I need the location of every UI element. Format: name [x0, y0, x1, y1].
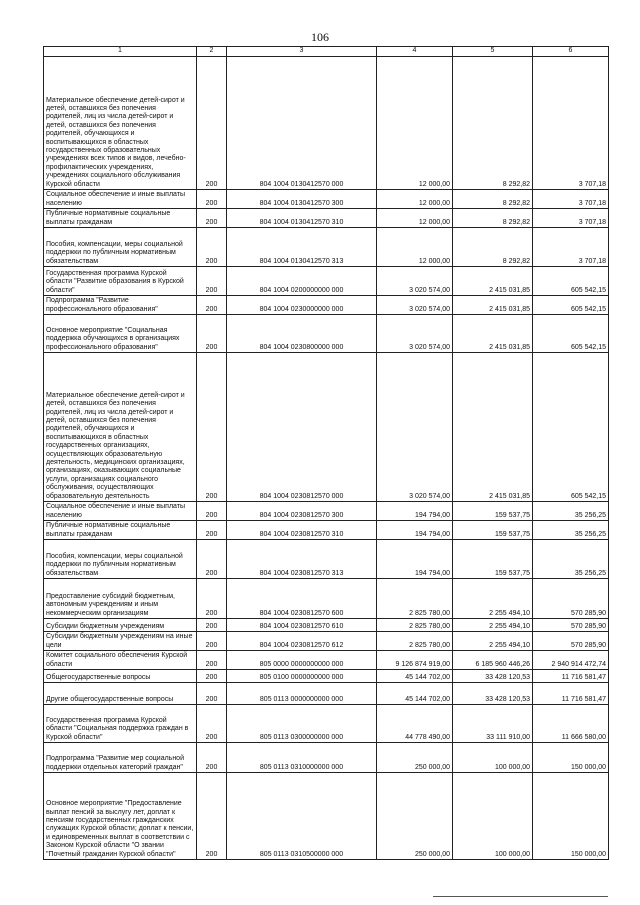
- row-ved-cell: 200: [197, 651, 227, 670]
- row-code-cell: 804 1004 0130412570 313: [227, 228, 377, 267]
- row-value-cell: 605 542,15: [533, 296, 609, 315]
- row-ved-cell: 200: [197, 670, 227, 683]
- row-value-cell: 150 000,00: [533, 773, 609, 860]
- row-value-cell: 45 144 702,00: [377, 683, 453, 705]
- row-code-cell: 804 1004 0230000000 000: [227, 296, 377, 315]
- table-row: [44, 773, 609, 860]
- row-value-cell: 8 292,82: [453, 228, 533, 267]
- row-name-cell: Публичные нормативные социальные выплаты гражданам: [44, 521, 197, 540]
- row-code-cell: 805 0113 0300000000 000: [227, 705, 377, 743]
- table-row: [44, 209, 609, 228]
- row-value-cell: 11 716 581,47: [533, 683, 609, 705]
- row-value-cell: 8 292,82: [453, 190, 533, 209]
- row-value-cell: 12 000,00: [377, 228, 453, 267]
- row-value-cell: 2 415 031,85: [453, 315, 533, 353]
- row-name-cell: Другие общегосударственные вопросы: [44, 683, 197, 705]
- row-value-cell: 35 256,25: [533, 540, 609, 579]
- table-row: [44, 683, 609, 705]
- row-ved-cell: 200: [197, 540, 227, 579]
- row-code-cell: 804 1004 0230800000 000: [227, 315, 377, 353]
- row-ved-cell: 200: [197, 267, 227, 296]
- row-value-cell: 159 537,75: [453, 521, 533, 540]
- table-row: [44, 190, 609, 209]
- row-ved-cell: 200: [197, 743, 227, 773]
- row-code-cell: 804 1004 0230812570 000: [227, 353, 377, 502]
- column-header: 6: [533, 47, 609, 57]
- row-value-cell: 2 825 780,00: [377, 579, 453, 619]
- row-code-cell: 804 1004 0230812570 310: [227, 521, 377, 540]
- row-code-cell: 805 0000 0000000000 000: [227, 651, 377, 670]
- row-value-cell: 2 415 031,85: [453, 353, 533, 502]
- row-value-cell: 150 000,00: [533, 743, 609, 773]
- row-ved-cell: 200: [197, 619, 227, 632]
- row-name-cell: Пособия, компенсации, меры социальной поддержки по публичным нормативным обязательствам: [44, 228, 197, 267]
- row-value-cell: 250 000,00: [377, 773, 453, 860]
- row-value-cell: 11 666 580,00: [533, 705, 609, 743]
- row-value-cell: 9 126 874 919,00: [377, 651, 453, 670]
- row-code-cell: 804 1004 0130412570 300: [227, 190, 377, 209]
- row-value-cell: 100 000,00: [453, 773, 533, 860]
- column-header: 3: [227, 47, 377, 57]
- row-value-cell: 8 292,82: [453, 209, 533, 228]
- budget-table: [43, 46, 609, 860]
- row-name-cell: Субсидии бюджетным учреждениям на иные цели: [44, 632, 197, 651]
- row-value-cell: 159 537,75: [453, 502, 533, 521]
- row-value-cell: 2 940 914 472,74: [533, 651, 609, 670]
- table-header-row: [44, 47, 609, 57]
- column-header: 4: [377, 47, 453, 57]
- row-code-cell: 804 1004 0230812570 300: [227, 502, 377, 521]
- row-ved-cell: 200: [197, 773, 227, 860]
- row-value-cell: 605 542,15: [533, 353, 609, 502]
- row-value-cell: 570 285,90: [533, 619, 609, 632]
- page-number: 106: [311, 30, 329, 44]
- row-ved-cell: 200: [197, 632, 227, 651]
- table-row: [44, 57, 609, 190]
- table-row: [44, 705, 609, 743]
- row-name-cell: Социальное обеспечение и иные выплаты населению: [44, 190, 197, 209]
- row-value-cell: 44 778 490,00: [377, 705, 453, 743]
- row-value-cell: 33 111 910,00: [453, 705, 533, 743]
- row-ved-cell: 200: [197, 190, 227, 209]
- row-ved-cell: 200: [197, 579, 227, 619]
- row-code-cell: 804 1004 0230812570 612: [227, 632, 377, 651]
- row-name-cell: Комитет социального обеспечения Курской области: [44, 651, 197, 670]
- column-header: 5: [453, 47, 533, 57]
- table-row: [44, 228, 609, 267]
- table-row: [44, 521, 609, 540]
- row-name-cell: Основное мероприятие "Социальная поддержка обучающихся в организациях профессионального образования": [44, 315, 197, 353]
- row-value-cell: 3 707,18: [533, 228, 609, 267]
- table-row: [44, 502, 609, 521]
- row-name-cell: Публичные нормативные социальные выплаты гражданам: [44, 209, 197, 228]
- row-code-cell: 804 1004 0230812570 313: [227, 540, 377, 579]
- column-header: 2: [197, 47, 227, 57]
- table-row: [44, 579, 609, 619]
- row-code-cell: 805 0113 0310000000 000: [227, 743, 377, 773]
- column-header: 1: [44, 47, 197, 57]
- row-code-cell: 805 0100 0000000000 000: [227, 670, 377, 683]
- row-value-cell: 3 020 574,00: [377, 353, 453, 502]
- row-code-cell: 804 1004 0230812570 610: [227, 619, 377, 632]
- row-ved-cell: 200: [197, 315, 227, 353]
- row-value-cell: 35 256,25: [533, 502, 609, 521]
- row-value-cell: 3 707,18: [533, 190, 609, 209]
- row-value-cell: 605 542,15: [533, 315, 609, 353]
- row-name-cell: Пособия, компенсации, меры социальной поддержки по публичным нормативным обязательствам: [44, 540, 197, 579]
- row-value-cell: 2 825 780,00: [377, 619, 453, 632]
- table-row: [44, 296, 609, 315]
- row-name-cell: Подпрограмма "Развитие мер социальной поддержки отдельных категорий граждан": [44, 743, 197, 773]
- row-name-cell: Материальное обеспечение детей-сирот и детей, оставшихся без попечения родителей, лиц из числа детей-сирот и детей, оставшихся без попечения родителей, обучающихся и воспитывающихся в областных государственных организациях, осуществляющих образовательную деятельность, медицинских организациях, организациях, оказывающих социальные услуги, организациях социального обслуживания, осуществляющих образовательную деятельность: [44, 353, 197, 502]
- row-value-cell: 3 707,18: [533, 57, 609, 190]
- row-ved-cell: 200: [197, 296, 227, 315]
- row-value-cell: 570 285,90: [533, 579, 609, 619]
- table-row: [44, 619, 609, 632]
- row-name-cell: Основное мероприятие "Предоставление выплат пенсий за выслугу лет, доплат к пенсиям государственных гражданских служащих Курской области; доплат к пенсии, и единовременных выплат в соответствии с Законом Курской области "О звании "Почетный гражданин Курской области": [44, 773, 197, 860]
- row-value-cell: 570 285,90: [533, 632, 609, 651]
- row-name-cell: Государственная программа Курской области "Развитие образования в Курской области": [44, 267, 197, 296]
- row-code-cell: 804 1004 0200000000 000: [227, 267, 377, 296]
- row-value-cell: 12 000,00: [377, 209, 453, 228]
- row-value-cell: 35 256,25: [533, 521, 609, 540]
- table-row: [44, 315, 609, 353]
- row-ved-cell: 200: [197, 705, 227, 743]
- row-name-cell: Подпрограмма "Развитие профессионального образования": [44, 296, 197, 315]
- row-name-cell: Материальное обеспечение детей-сирот и детей, оставшихся без попечения родителей, лиц из числа детей-сирот и детей, оставшихся без попечения родителей, обучающихся и воспитывающихся в областных государственных образовательных учреждениях всех типов и видов, лечебно-профилактических учреждениях, учреждениях социального обслуживания Курской области: [44, 57, 197, 190]
- row-value-cell: 100 000,00: [453, 743, 533, 773]
- row-name-cell: Государственная программа Курской области "Социальная поддержка граждан в Курской области": [44, 705, 197, 743]
- table-row: [44, 632, 609, 651]
- table-row: [44, 651, 609, 670]
- row-value-cell: 11 716 581,47: [533, 670, 609, 683]
- row-value-cell: 6 185 960 446,26: [453, 651, 533, 670]
- row-ved-cell: 200: [197, 502, 227, 521]
- table-row: [44, 353, 609, 502]
- row-value-cell: 250 000,00: [377, 743, 453, 773]
- table-row: [44, 540, 609, 579]
- row-value-cell: 45 144 702,00: [377, 670, 453, 683]
- row-ved-cell: 200: [197, 57, 227, 190]
- row-code-cell: 804 1004 0230812570 600: [227, 579, 377, 619]
- row-value-cell: 194 794,00: [377, 521, 453, 540]
- row-code-cell: 804 1004 0130412570 310: [227, 209, 377, 228]
- row-value-cell: 3 020 574,00: [377, 296, 453, 315]
- row-ved-cell: 200: [197, 521, 227, 540]
- table-row: [44, 743, 609, 773]
- row-value-cell: 2 255 494,10: [453, 579, 533, 619]
- row-ved-cell: 200: [197, 683, 227, 705]
- table-row: [44, 670, 609, 683]
- row-value-cell: 2 415 031,85: [453, 267, 533, 296]
- row-value-cell: 194 794,00: [377, 540, 453, 579]
- row-value-cell: 12 000,00: [377, 190, 453, 209]
- row-value-cell: 3 020 574,00: [377, 267, 453, 296]
- row-code-cell: 805 0113 0000000000 000: [227, 683, 377, 705]
- row-name-cell: Общегосударственные вопросы: [44, 670, 197, 683]
- row-name-cell: Предоставление субсидий бюджетным, автономным учреждениям и иным некоммерческим организациям: [44, 579, 197, 619]
- row-value-cell: 2 825 780,00: [377, 632, 453, 651]
- row-value-cell: 2 255 494,10: [453, 632, 533, 651]
- row-code-cell: 805 0113 0310500000 000: [227, 773, 377, 860]
- row-ved-cell: 200: [197, 353, 227, 502]
- row-value-cell: 3 707,18: [533, 209, 609, 228]
- row-value-cell: 159 537,75: [453, 540, 533, 579]
- row-value-cell: 33 428 120,53: [453, 683, 533, 705]
- row-name-cell: Социальное обеспечение и иные выплаты населению: [44, 502, 197, 521]
- row-ved-cell: 200: [197, 209, 227, 228]
- row-value-cell: 605 542,15: [533, 267, 609, 296]
- row-value-cell: 2 415 031,85: [453, 296, 533, 315]
- row-value-cell: 194 794,00: [377, 502, 453, 521]
- row-value-cell: 12 000,00: [377, 57, 453, 190]
- row-code-cell: 804 1004 0130412570 000: [227, 57, 377, 190]
- scan-artifact-line: [433, 896, 608, 897]
- row-value-cell: 8 292,82: [453, 57, 533, 190]
- row-name-cell: Субсидии бюджетным учреждениям: [44, 619, 197, 632]
- row-value-cell: 3 020 574,00: [377, 315, 453, 353]
- row-ved-cell: 200: [197, 228, 227, 267]
- row-value-cell: 33 428 120,53: [453, 670, 533, 683]
- row-value-cell: 2 255 494,10: [453, 619, 533, 632]
- table-row: [44, 267, 609, 296]
